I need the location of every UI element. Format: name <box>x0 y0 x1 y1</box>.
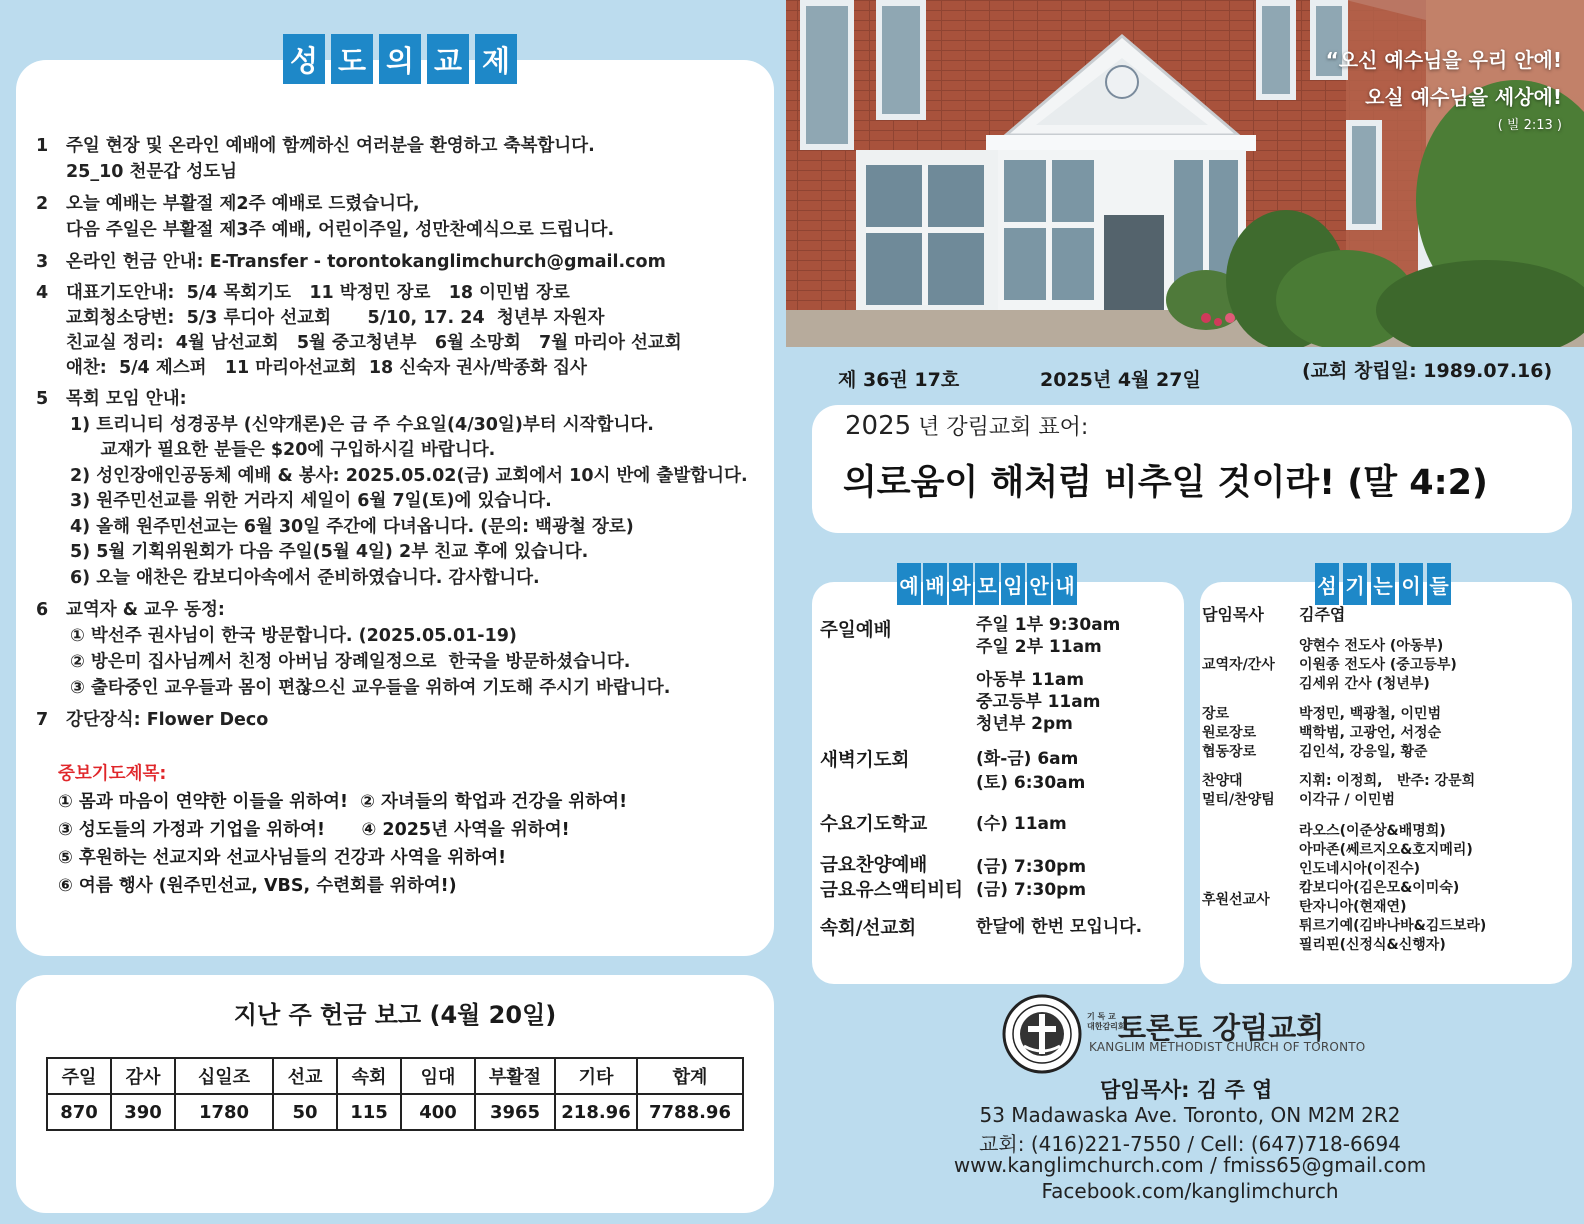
news-line: 주일 현장 및 온라인 예배에 함께하신 여러분을 환영하고 축복합니다. <box>66 136 595 156</box>
title-char: 제 <box>475 34 517 84</box>
news-item: 6 교역자 & 교우 동정: ① 박선주 권사님이 한국 방문합니다. (2025.05.01-19) ② 방은미 집사님께서 친정 아버님 장례일정으로 한국을 방문하셨습니다. ③ 출타중인 교우들과 몸이 편찮으신 교우들을 위하여 기도해 주시기 바랍니다. <box>36 597 766 701</box>
quote-line: “오신 예수님을 우리 안에! <box>1325 48 1562 72</box>
denomination-label: 기 독 교 대한감리회 <box>1087 1012 1126 1031</box>
news-line: 친교실 정리: 4월 남선교회 5월 중고청년부 6월 소망회 7월 마리아 선교회 <box>66 333 682 353</box>
news-line: 대표기도안내: 5/4 목회기도 11 박정민 장로 18 이민범 장로 <box>66 283 570 303</box>
footer-pastor: 담임목사: 김 주 엽 <box>1100 1078 1273 1102</box>
worship-time: 아동부 11am <box>976 670 1085 690</box>
worship-time: 중고등부 11am <box>976 692 1101 712</box>
youth-activity-label: 금요유스액티비티 <box>820 880 963 901</box>
church-name: 토론토 강림교회 <box>1118 1011 1325 1045</box>
dawn-prayer-label: 새벽기도회 <box>820 750 910 771</box>
news-subline: ③ 출타중인 교우들과 몸이 편찮으신 교우들을 위하여 기도해 주시기 바랍니다. <box>70 678 671 698</box>
choir-names: 지휘: 이정희, 반주: 강문희 <box>1299 773 1476 789</box>
founding-date: (교회 창립일: 1989.07.16) <box>1302 360 1553 382</box>
title-char: 이 <box>1399 563 1423 605</box>
church-logo-icon <box>1002 994 1082 1074</box>
church-building-photo <box>786 0 1584 347</box>
news-list <box>36 133 766 739</box>
news-subline: 4) 올해 원주민선교는 6월 30일 주간에 다녀옵니다. (문의: 백광철 장로) <box>70 516 634 537</box>
news-subline: ① 박선주 권사님이 한국 방문합니다. (2025.05.01-19) <box>70 626 517 646</box>
table-header: 십일조 <box>175 1058 273 1094</box>
news-subline: ② 방은미 집사님께서 친정 아버님 장례일정으로 한국을 방문하셨습니다. <box>70 652 631 672</box>
sunday-worship-label: 주일예배 <box>820 620 892 641</box>
news-line: 오늘 예배는 부활절 제2주 예배로 드렸습니다, <box>66 194 420 214</box>
title-char: 임 <box>1001 563 1025 605</box>
title-char: 안 <box>1027 563 1051 605</box>
table-cell: 115 <box>337 1094 401 1130</box>
news-item: 5 목회 모임 안내: 1) 트리니티 성경공부 (신약개론)은 금 주 수요일(4/30일)부터 시작합니다. 교재가 필요한 분들은 $20에 구입하시길 바랍니다. 2) 성인장애인공동체 예배 & 봉사: 2025.05.02(금) 교회에서 10시 반에 출발합니다. 3) 원주민선교를 위한 거라지 세일이 6월 7일(토)에 있습니다. 4) 올해 원주민선교는 6월 30일 주간에 다녀옵니다. (문의: 백광철 장로) 5) 5월 기획위원회가 다음 주일(5월 4일) 2부 친교 후에 있습니다. 6) 오늘 애찬은 캄보디아속에서 준비하였습니다. 감사합니다. <box>36 387 766 591</box>
staff-name: 김세위 간사 (청년부) <box>1299 676 1430 692</box>
table-cell: 3965 <box>475 1094 555 1130</box>
news-line: 다음 주일은 부활절 제3주 예배, 어린이주일, 성만찬예식으로 드립니다. <box>66 220 615 240</box>
news-line: 강단장식: Flower Deco <box>66 710 269 730</box>
missionary: 아마존(쎄르지오&호지메리) <box>1299 842 1473 858</box>
table-cell: 218.96 <box>555 1094 637 1130</box>
title-char: 모 <box>975 563 999 605</box>
choir-names: 이각규 / 이민범 <box>1299 792 1396 808</box>
table-cell: 50 <box>273 1094 337 1130</box>
news-item: 2 오늘 예배는 부활절 제2주 예배로 드렸습니다, 다음 주일은 부활절 제3주 예배, 어린이주일, 성만찬예식으로 드립니다. <box>36 191 766 243</box>
church-phone: 교회: (416)221-7550 / Cell: (647)718-6694 <box>979 1132 1401 1156</box>
worship-time: (화-금) 6am <box>976 749 1079 769</box>
news-subline: 3) 원주민선교를 위한 거라지 세일이 6월 7일(토)에 있습니다. <box>70 491 552 511</box>
prayer-line: ⑤ 후원하는 선교지와 선교사님들의 건강과 사역을 위하여! <box>58 848 507 868</box>
issue-volume: 제 36권 17호 <box>838 369 960 391</box>
title-char: 와 <box>949 563 973 605</box>
worship-time: 청년부 2pm <box>976 714 1073 734</box>
news-item: 4 대표기도안내: 5/4 목회기도 11 박정민 장로 18 이민범 장로 교회청소당번: 5/3 루디아 선교회 5/10, 17. 24 청년부 자원자 친교실 정리: 4월 남선교회 5월 중고청년부 6월 소망회 7월 마리아 선교회 애찬: 5/4 제스퍼 11 마리아선교회 18 신숙자 권사/박종화 집사 <box>36 281 766 381</box>
worship-title <box>897 563 1077 605</box>
news-line: 교역자 & 교우 동정: <box>66 600 225 620</box>
worship-time: 주일 2부 11am <box>976 637 1102 657</box>
fellowship-title <box>283 34 517 84</box>
servers-title <box>1315 563 1451 605</box>
pastor-name: 김주엽 <box>1299 605 1346 624</box>
elder-label: 원로장로 <box>1202 725 1257 741</box>
offering-title: 지난 주 헌금 보고 (4월 20일) <box>233 1001 557 1029</box>
table-row <box>47 1094 743 1130</box>
table-cell: 400 <box>401 1094 475 1130</box>
title-char: 내 <box>1053 563 1077 605</box>
elder-label: 장로 <box>1202 706 1230 722</box>
elder-label: 협동장로 <box>1202 744 1257 760</box>
news-line: 애찬: 5/4 제스퍼 11 마리아선교회 18 신숙자 권사/박종화 집사 <box>66 358 587 378</box>
news-line: 온라인 헌금 안내: E-Transfer - torontokanglimchurch@gmail.com <box>66 252 666 272</box>
title-char: 들 <box>1427 563 1451 605</box>
worship-time: (금) 7:30pm <box>976 857 1087 877</box>
title-char: 배 <box>923 563 947 605</box>
table-cell: 7788.96 <box>637 1094 743 1130</box>
news-item: 1 주일 현장 및 온라인 예배에 함께하신 여러분을 환영하고 축복합니다. 25_10 천문갑 성도님 <box>36 133 766 185</box>
cell-group-label: 속회/선교회 <box>820 918 917 939</box>
elder-names: 백학범, 고광언, 서정순 <box>1299 725 1442 741</box>
title-char: 의 <box>379 34 421 84</box>
title-char: 성 <box>283 34 325 84</box>
missionary: 튀르기예(김바나바&김드보라) <box>1299 918 1487 934</box>
prayer-line: ⑥ 여름 행사 (원주민선교, VBS, 수련회를 위하여!) <box>58 876 457 896</box>
table-header: 감사 <box>111 1058 175 1094</box>
church-facebook[interactable]: Facebook.com/kanglimchurch <box>1041 1179 1339 1203</box>
news-subline: 1) 트리니티 성경공부 (신약개론)은 금 주 수요일(4/30일)부터 시작합니다. <box>70 414 654 435</box>
title-char: 예 <box>897 563 921 605</box>
news-subline: 5) 5월 기획위원회가 다음 주일(5월 4일) 2부 친교 후에 있습니다. <box>70 542 589 562</box>
table-header-row <box>47 1058 743 1094</box>
title-char: 도 <box>331 34 373 84</box>
table-header: 선교 <box>273 1058 337 1094</box>
worship-time: 주일 1부 9:30am <box>976 615 1121 635</box>
table-header: 기타 <box>555 1058 637 1094</box>
prayer-line: ③ 성도들의 가정과 기업을 위하여! ④ 2025년 사역을 위하여! <box>58 820 570 840</box>
quote-reference: ( 빌 2:13 ) <box>1497 118 1562 133</box>
table-cell: 1780 <box>175 1094 273 1130</box>
news-item: 7 강단장식: Flower Deco <box>36 707 766 733</box>
scripture-quote <box>1326 42 1562 136</box>
table-header: 속회 <box>337 1058 401 1094</box>
missionaries-label: 후원선교사 <box>1202 892 1270 908</box>
pastor-label: 담임목사 <box>1202 605 1264 624</box>
worship-time: (토) 6:30am <box>976 773 1086 793</box>
table-cell: 870 <box>47 1094 111 1130</box>
motto-label: 2025 년 강림교회 표어: <box>845 411 1089 441</box>
news-line: 목회 모임 안내: <box>66 389 187 409</box>
staff-label: 교역자/간사 <box>1202 657 1275 673</box>
offering-table <box>46 1057 744 1131</box>
quote-line: 오실 예수님을 세상에! <box>1365 85 1562 109</box>
missionary: 캄보디아(김은모&이미숙) <box>1299 880 1460 896</box>
missionary: 인도네시아(이진수) <box>1299 861 1420 877</box>
issue-date: 2025년 4월 27일 <box>1040 369 1201 391</box>
worship-time: (금) 7:30pm <box>976 880 1087 900</box>
missionary: 필리핀(신정식&신행자) <box>1299 937 1446 953</box>
friday-worship-label: 금요찬양예배 <box>820 855 928 876</box>
church-address: 53 Madawaska Ave. Toronto, ON M2M 2R2 <box>979 1103 1401 1127</box>
table-header: 부활절 <box>475 1058 555 1094</box>
table-header: 임대 <box>401 1058 475 1094</box>
news-subline: 2) 성인장애인공동체 예배 & 봉사: 2025.05.02(금) 교회에서 10시 반에 출발합니다. <box>70 465 748 486</box>
prayer-requests <box>58 760 627 900</box>
title-char: 교 <box>427 34 469 84</box>
staff-name: 양현수 전도사 (아동부) <box>1299 638 1444 654</box>
wednesday-label: 수요기도학교 <box>820 814 928 835</box>
news-line: 교회청소당번: 5/3 루디아 선교회 5/10, 17. 24 청년부 자원자 <box>66 308 605 328</box>
church-name-en: KANGLIM METHODIST CHURCH OF TORONTO <box>1089 1040 1366 1054</box>
motto-text: 의로움이 해처럼 비추일 것이라! (말 4:2) <box>843 463 1488 503</box>
table-header: 주일 <box>47 1058 111 1094</box>
worship-time: (수) 11am <box>976 814 1067 834</box>
news-subline: 6) 오늘 애찬은 캄보디아속에서 준비하였습니다. 감사합니다. <box>70 567 540 588</box>
table-cell: 390 <box>111 1094 175 1130</box>
elder-names: 박정민, 백광철, 이민범 <box>1299 706 1442 722</box>
prayer-title: 중보기도제목: <box>58 764 167 784</box>
news-item: 3 온라인 헌금 안내: E-Transfer - torontokanglimchurch@gmail.com <box>36 249 766 275</box>
church-web-email[interactable]: www.kanglimchurch.com / fmiss65@gmail.com <box>953 1153 1427 1177</box>
table-header: 합계 <box>637 1058 743 1094</box>
staff-name: 이원종 전도사 (중고등부) <box>1299 657 1457 673</box>
worship-time: 한달에 한번 모입니다. <box>976 917 1143 937</box>
elder-names: 김인석, 강응일, 황준 <box>1299 744 1428 760</box>
news-subline: 교재가 필요한 분들은 $20에 구입하시길 바랍니다. <box>70 440 496 460</box>
title-char: 기 <box>1343 563 1367 605</box>
title-char: 섬 <box>1315 563 1339 605</box>
prayer-line: ① 몸과 마음이 연약한 이들을 위하여! ② 자녀들의 학업과 건강을 위하여! <box>58 792 628 812</box>
missionary: 라오스(이준상&배명희) <box>1299 823 1446 839</box>
title-char: 는 <box>1371 563 1395 605</box>
choir-label: 멀티/찬양팀 <box>1202 792 1275 808</box>
news-line: 25_10 천문갑 성도님 <box>66 162 238 182</box>
choir-label: 찬양대 <box>1202 773 1243 789</box>
missionary: 탄자니아(현재연) <box>1299 899 1407 915</box>
